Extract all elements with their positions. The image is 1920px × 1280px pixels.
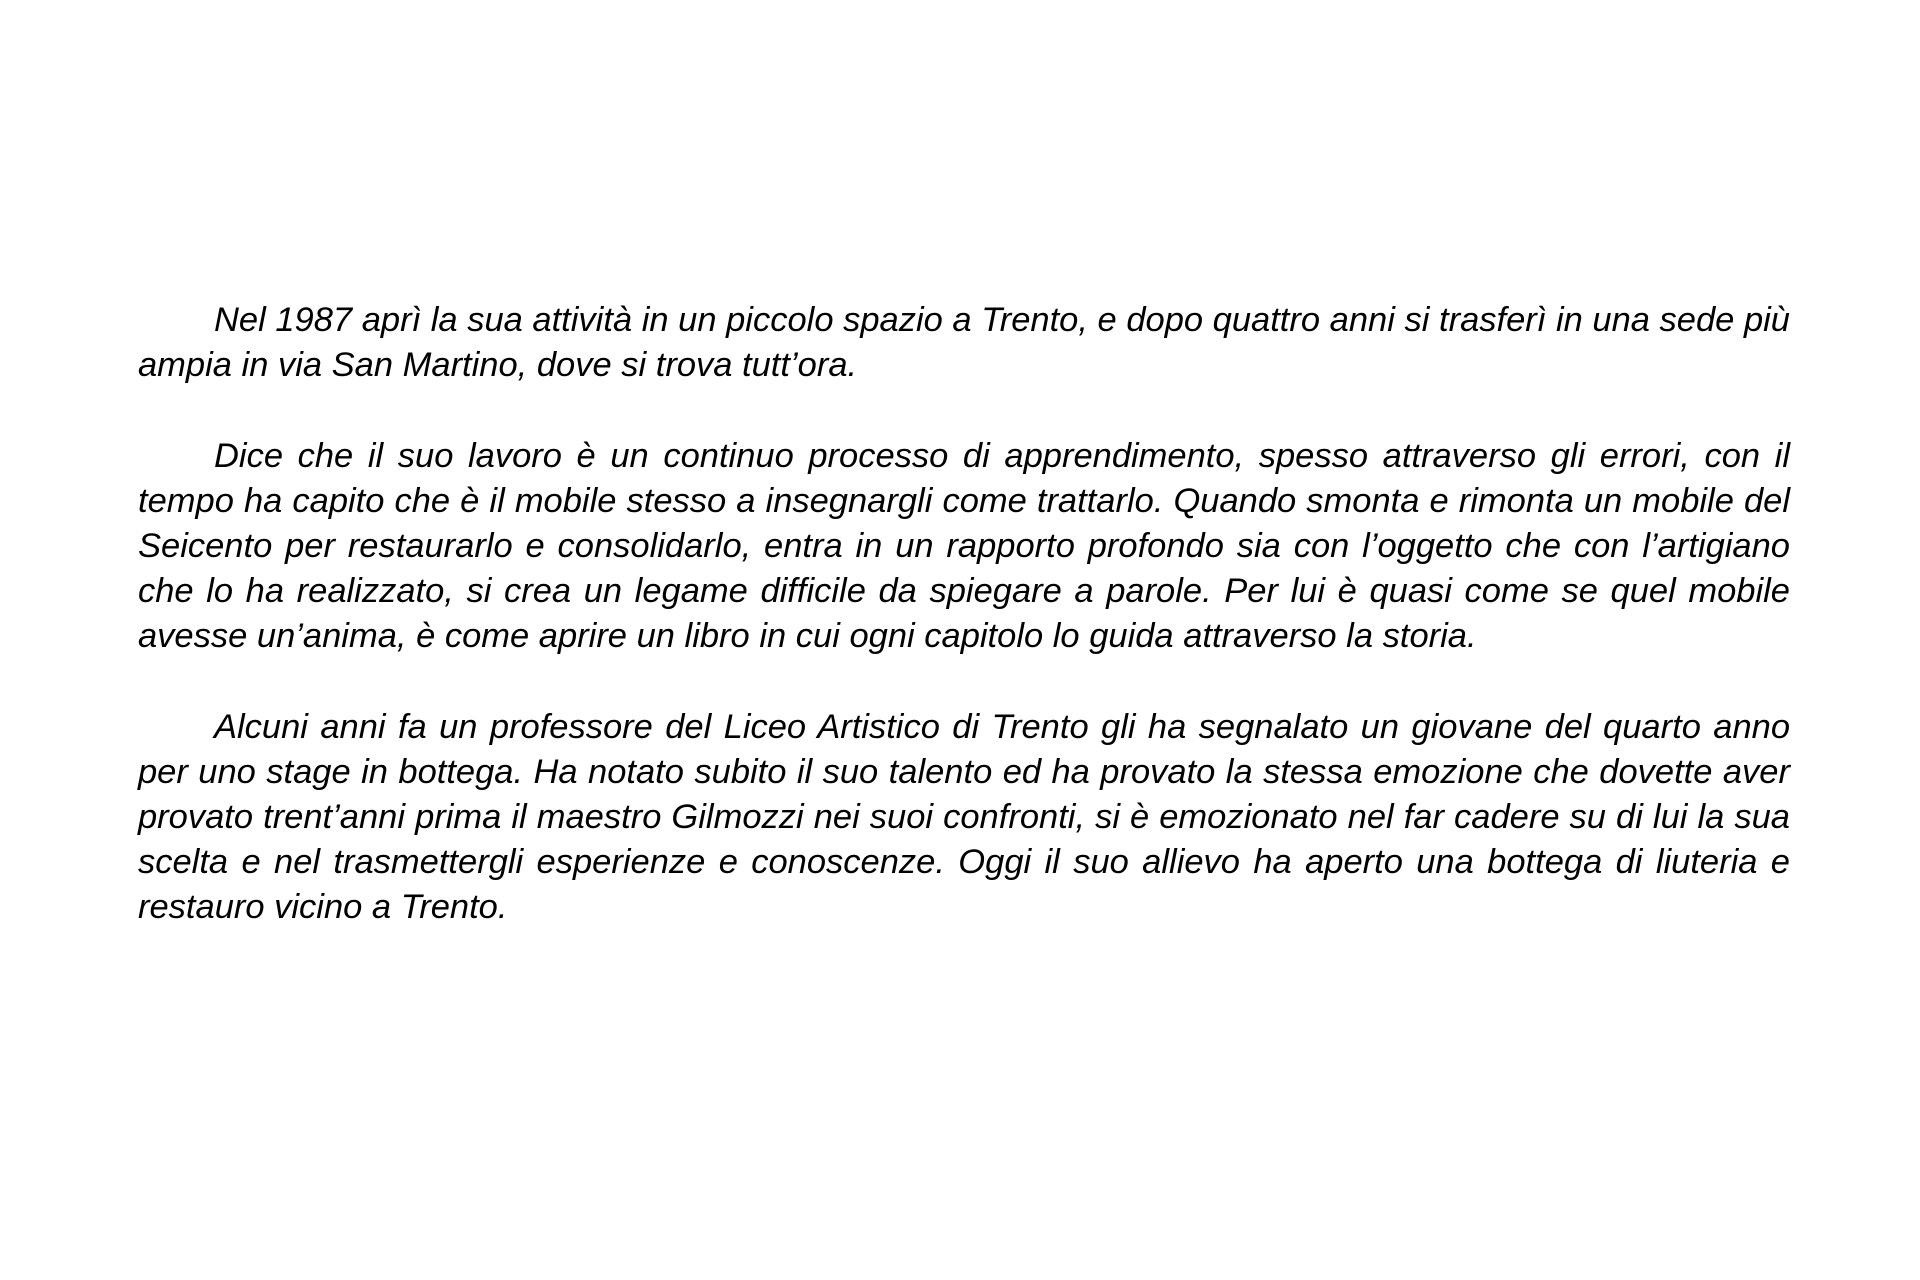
document-page (138, 298, 1790, 930)
paragraph-founding: Nel 1987 aprì la sua attività in un piccolo spazio a Trento, e dopo quattro anni si trasferì in una sede più ampia in via San Martino, dove si trova tutt’ora. (138, 301, 1790, 384)
paragraph-learning: Dice che il suo lavoro è un continuo processo di apprendimento, spesso attraverso gli errori, con il tempo ha capito che è il mobile stesso a insegnargli come trattarlo. Quando smonta e rimonta un mobile del Seicento per restaurarlo e consolidarlo, entra in un rapporto profondo sia con l’oggetto che con l’artigiano che lo ha realizzato, si crea un legame difficile da spiegare a parole. Per lui è quasi come se quel mobile avesse un’anima, è come aprire un libro in cui ogni capitolo lo guida attraverso la storia. (138, 437, 1790, 655)
paragraph-apprentice: Alcuni anni fa un professore del Liceo Artistico di Trento gli ha segnalato un giovane del quarto anno per uno stage in bottega. Ha notato subito il suo talento ed ha provato la stessa emozione che dovette aver provato trent’anni prima il maestro Gilmozzi nei suoi confronti, si è emozionato nel far cadere su di lui la sua scelta e nel trasmettergli esperienze e conoscenze. Oggi il suo allievo ha aperto una bottega di liuteria e restauro vicino a Trento. (138, 708, 1790, 926)
